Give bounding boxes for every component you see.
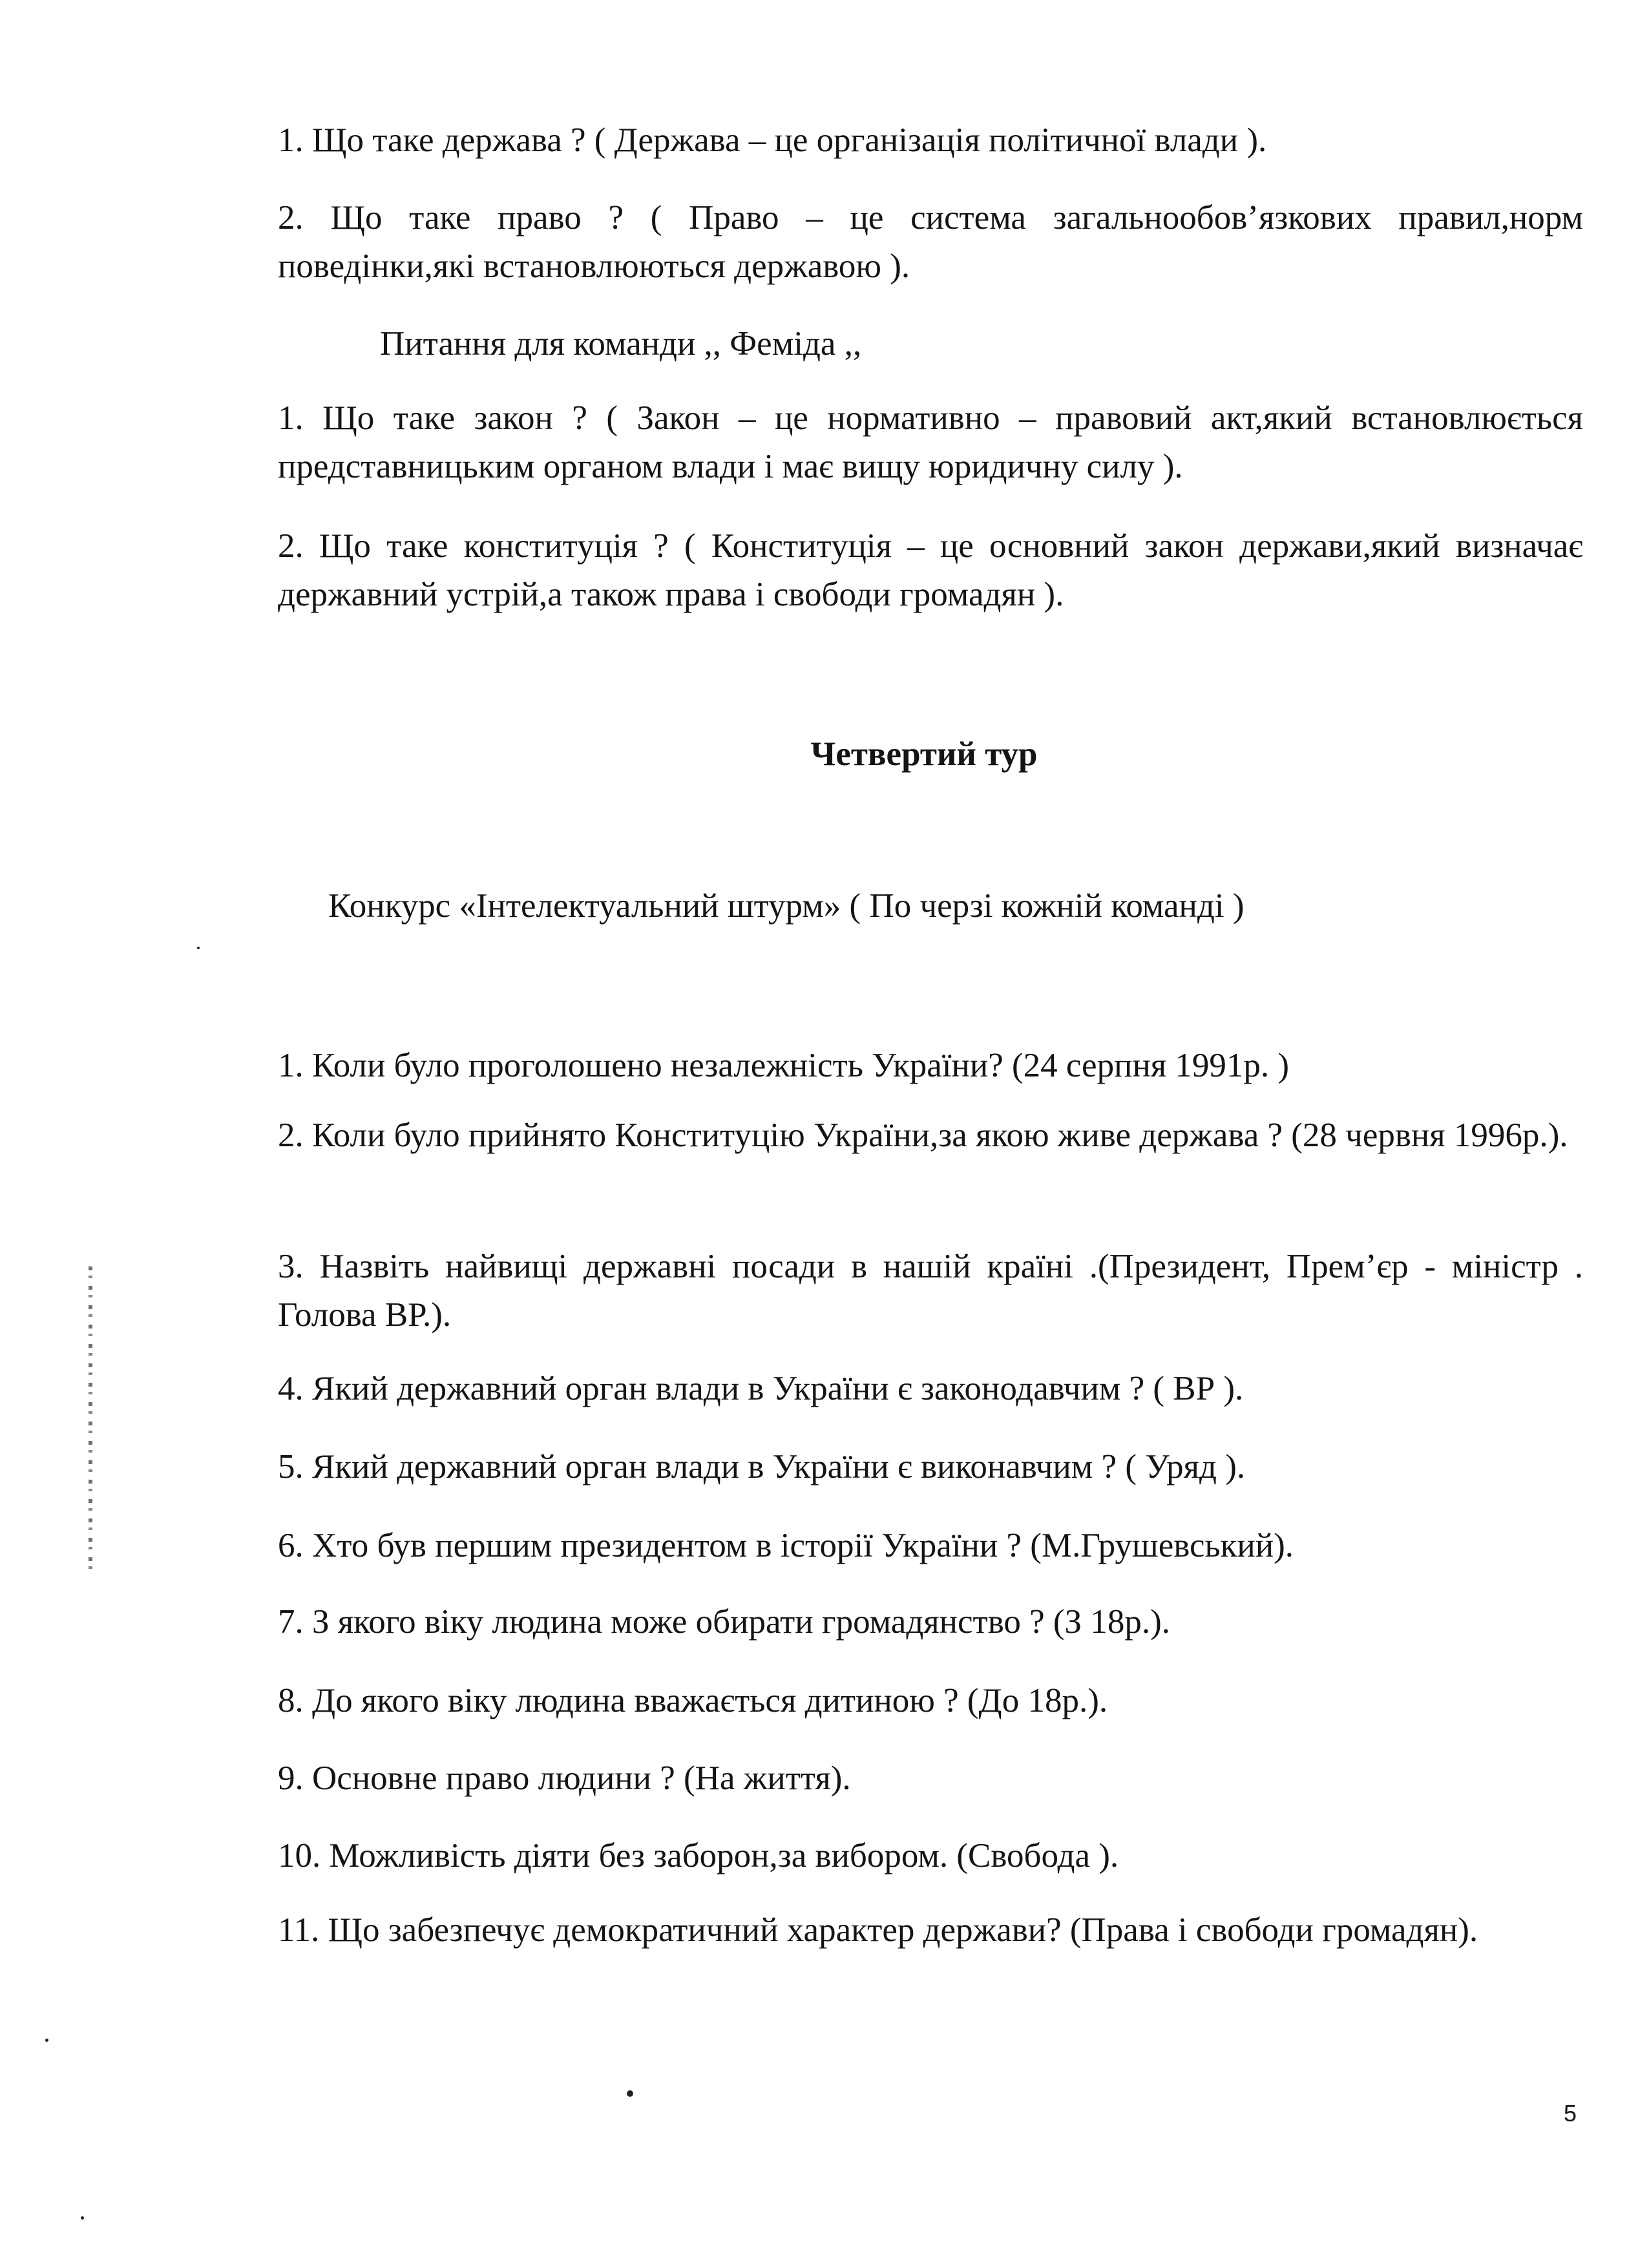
scan-speck [81, 2216, 84, 2220]
quiz-question: 10. Можливість діяти без заборон,за вибором. (Свобода ). [278, 1837, 1119, 1874]
round-title: Четвертий тур [810, 735, 1038, 773]
quiz-question: 11. Що забезпечує демократичний характер держави? (Права і свободи громадян). [278, 1911, 1478, 1949]
scan-speck [45, 2039, 48, 2042]
quiz-question: 2. Коли було прийнято Конституцію України,за якою живе держава ? (28 червня 1996р.). [278, 1117, 1568, 1154]
quiz-question: 8. До якого віку людина вважається дитиною ? (До 18р.). [278, 1682, 1108, 1719]
contest-intro: Конкурс «Інтелектуальний штурм» ( По черзі кожній команді ) [328, 887, 1245, 925]
question-paragraph: 1. Що таке держава ? ( Держава – це організація політичної влади ). [278, 121, 1267, 159]
question-paragraph: 2. Що таке право ? ( Право – це система загальнообов’язкових правил,норм поведінки,які встановлюються державою ). [278, 199, 1583, 285]
page-number: 5 [1564, 2100, 1577, 2126]
scan-speck [197, 947, 200, 949]
quiz-question: 3. Назвіть найвищі державні посади в нашій країні .(Президент, Прем’єр - міністр . Голова ВР.). [278, 1248, 1583, 1334]
quiz-question: 6. Хто був першим президентом в історії України ? (М.Грушевський). [278, 1527, 1294, 1564]
scan-margin-mark [89, 1266, 92, 1577]
question-paragraph: 1. Що таке закон ? ( Закон – це нормативно – правовий акт,який встановлюється представницьким органом влади і має вищу юридичну силу ). [278, 399, 1583, 485]
quiz-question: 4. Який державний орган влади в України є законодавчим ? ( ВР ). [278, 1370, 1244, 1407]
quiz-question: 5. Який державний орган влади в України є виконавчим ? ( Уряд ). [278, 1448, 1246, 1486]
quiz-question: 9. Основне право людини ? (На життя). [278, 1759, 851, 1797]
quiz-question: 1. Коли було проголошено незалежність України? (24 серпня 1991р. ) [278, 1047, 1290, 1084]
scan-speck [627, 2090, 633, 2097]
team-heading: Питання для команди ,, Феміда ,, [380, 325, 862, 362]
quiz-question: 7. З якого віку людина може обирати громадянство ? (З 18р.). [278, 1603, 1171, 1641]
question-paragraph: 2. Що таке конституція ? ( Конституція – це основний закон держави,який визначає державний устрій,а також права і свободи громадян ). [278, 527, 1583, 613]
